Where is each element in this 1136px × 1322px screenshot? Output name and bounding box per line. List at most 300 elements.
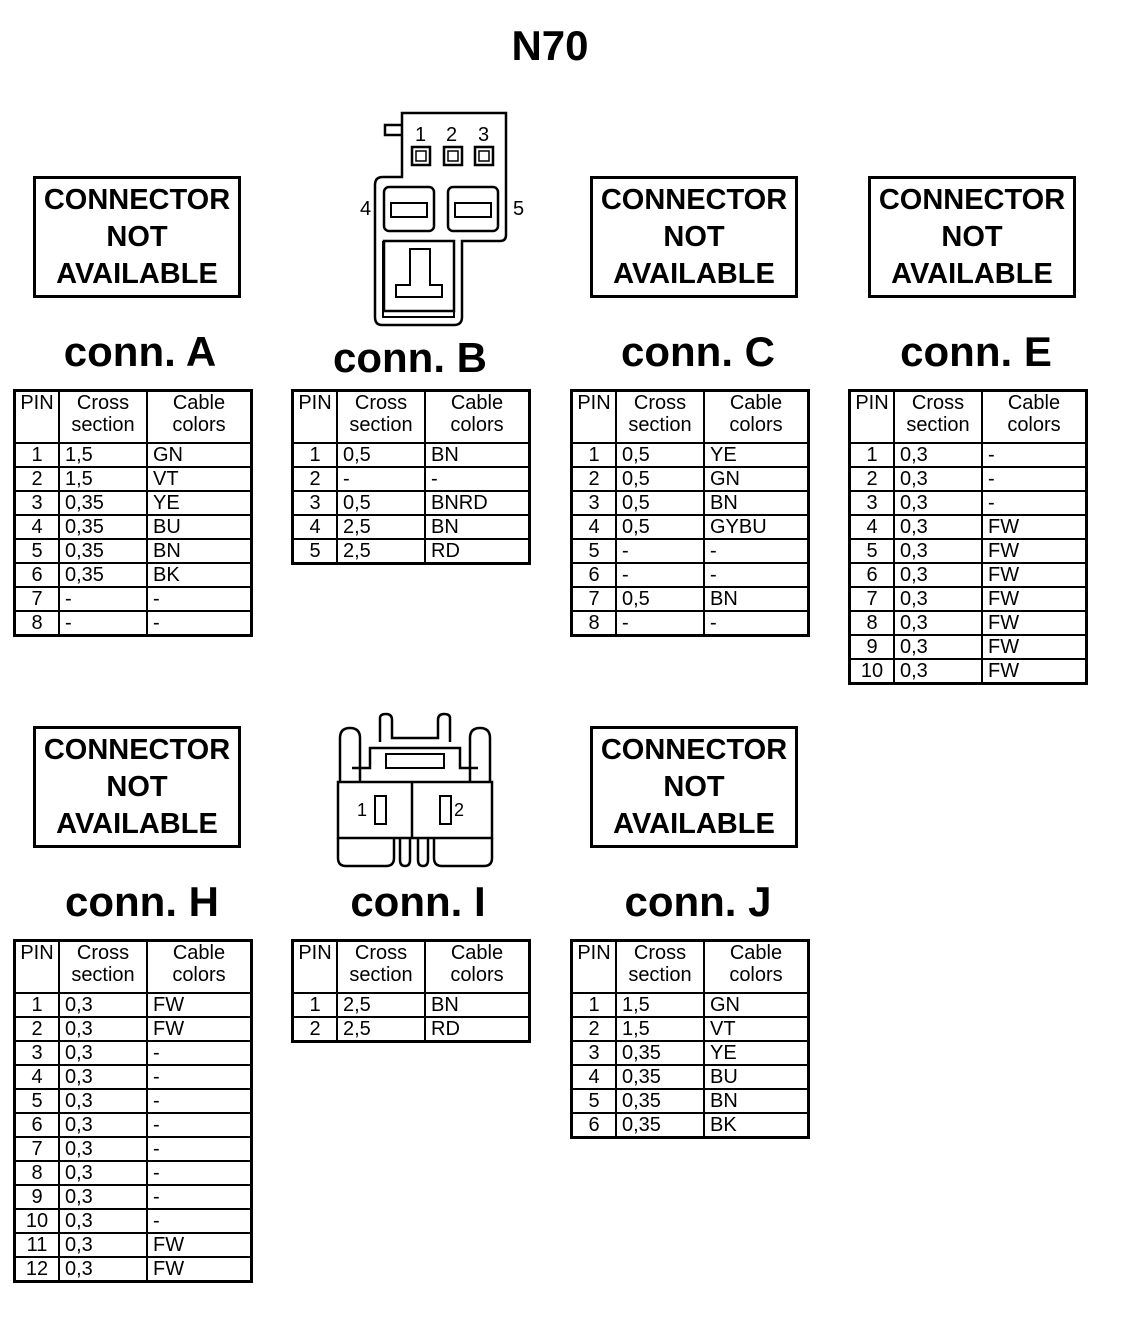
- pin-number-cell: 12: [15, 1257, 60, 1282]
- cable-colors-column-header-text: colors: [172, 964, 226, 986]
- cross-section-column-header: [616, 941, 704, 994]
- na-line-3: AVAILABLE: [891, 257, 1053, 290]
- cross-section-column-header-text: Cross: [633, 392, 687, 414]
- pin-number-cell: 4: [572, 1065, 617, 1089]
- cable-color-cell: GN: [704, 467, 809, 491]
- table-header-row: [850, 391, 1087, 444]
- table-row: [572, 611, 809, 636]
- connector-i-top-shell: [352, 748, 478, 768]
- cross-section-column-header-text: section: [71, 414, 135, 436]
- cable-colors-column-header: [147, 941, 252, 994]
- cable-colors-column-header-text: Cable: [729, 392, 783, 414]
- table-row: [850, 659, 1087, 684]
- table-row: [293, 515, 530, 539]
- cable-color-cell: -: [147, 1113, 252, 1137]
- pin-3-label: 3: [478, 124, 490, 146]
- pin-number-cell: 3: [15, 491, 60, 515]
- connector-b-drawing: [340, 105, 540, 335]
- cable-color-cell: -: [147, 1209, 252, 1233]
- pin-number-cell: 3: [293, 491, 338, 515]
- na-line-2: NOT: [106, 220, 168, 253]
- pin-number-cell: 8: [15, 611, 60, 636]
- cable-color-cell: BN: [704, 491, 809, 515]
- connector-i-right-post: [470, 728, 490, 782]
- na-line-1: CONNECTOR: [43, 733, 231, 766]
- cross-section-column-header: [59, 391, 147, 444]
- cable-color-cell: RD: [425, 1017, 530, 1042]
- pin-column-header: [572, 391, 617, 444]
- cable-colors-column-header-text: Cable: [450, 392, 504, 414]
- cross-section-cell: 0,3: [59, 1137, 147, 1161]
- pin-number-cell: 4: [15, 1065, 60, 1089]
- connector-b-latch: [385, 125, 402, 135]
- na-line-3: AVAILABLE: [613, 807, 775, 840]
- table-row: [850, 467, 1087, 491]
- table-header-row: [293, 391, 530, 444]
- cross-section-cell: 0,3: [894, 635, 982, 659]
- cable-color-cell: FW: [982, 635, 1087, 659]
- pin-1-label: 1: [357, 800, 368, 820]
- connector-j-pin-table: [570, 939, 810, 1139]
- cross-section-cell: 0,35: [616, 1113, 704, 1138]
- pin-number-cell: 7: [15, 1137, 60, 1161]
- table-header-row: [15, 941, 252, 994]
- pin-number-cell: 3: [572, 491, 617, 515]
- cable-color-cell: FW: [982, 587, 1087, 611]
- cable-colors-column-header-text: colors: [1007, 414, 1061, 436]
- table-row: [15, 1089, 252, 1113]
- cross-section-cell: 0,3: [59, 1041, 147, 1065]
- connector-b-inner-outline: [383, 241, 454, 317]
- cable-color-cell: FW: [982, 611, 1087, 635]
- pin-2-label: 2: [446, 124, 458, 146]
- cross-section-column-header-text: Cross: [354, 942, 408, 964]
- table-row: [850, 635, 1087, 659]
- pin-number-cell: 5: [15, 1089, 60, 1113]
- na-line-1: CONNECTOR: [43, 183, 231, 216]
- connector-i-drawing: [330, 710, 500, 875]
- table-row: [15, 587, 252, 611]
- cross-section-cell: 0,3: [59, 1065, 147, 1089]
- pin-number-cell: 5: [293, 539, 338, 564]
- cross-section-column-header-text: Cross: [911, 392, 965, 414]
- cable-colors-column-header-text: Cable: [1007, 392, 1061, 414]
- table-row: [572, 563, 809, 587]
- na-line-2: NOT: [941, 220, 1003, 253]
- pin-number-cell: 8: [15, 1161, 60, 1185]
- cable-color-cell: GN: [147, 443, 252, 467]
- cable-color-cell: YE: [704, 443, 809, 467]
- pin-number-cell: 6: [15, 563, 60, 587]
- cross-section-cell: 0,3: [59, 993, 147, 1017]
- connector-a-title: conn. A: [63, 328, 217, 375]
- cable-colors-column-header: [425, 941, 530, 994]
- na-line-2: NOT: [663, 220, 725, 253]
- table-row: [293, 993, 530, 1017]
- table-row: [15, 1041, 252, 1065]
- cross-section-cell: 0,5: [616, 491, 704, 515]
- connector-i-bottom-left-foot: [338, 838, 394, 866]
- cross-section-cell: 0,3: [894, 515, 982, 539]
- cross-section-column-header-text: section: [349, 964, 413, 986]
- cable-colors-column-header-text: Cable: [729, 942, 783, 964]
- pin-number-cell: 6: [572, 1113, 617, 1138]
- table-row: [572, 539, 809, 563]
- cross-section-column-header-text: section: [628, 414, 692, 436]
- cable-colors-column-header-text: colors: [450, 414, 504, 436]
- cross-section-column-header: [337, 941, 425, 994]
- cable-colors-column-header-text: Cable: [172, 942, 226, 964]
- pin-number-cell: 2: [572, 467, 617, 491]
- connector-i-pin-table: [291, 939, 531, 1043]
- cable-color-cell: -: [147, 587, 252, 611]
- table-row: [572, 467, 809, 491]
- pin-number-cell: 2: [15, 467, 60, 491]
- pin-column-header-text: PIN: [20, 392, 54, 414]
- connector-i-shroud: [386, 754, 444, 768]
- cross-section-cell: 0,3: [59, 1233, 147, 1257]
- cross-section-cell: 0,3: [59, 1017, 147, 1041]
- connector-c-title: conn. C: [621, 328, 775, 375]
- pin-number-cell: 9: [850, 635, 895, 659]
- pin-4-terminal: [391, 203, 427, 217]
- cross-section-cell: -: [616, 563, 704, 587]
- table-row: [293, 467, 530, 491]
- cross-section-cell: 0,5: [337, 491, 425, 515]
- table-row: [293, 491, 530, 515]
- cable-color-cell: -: [147, 1137, 252, 1161]
- pin-number-cell: 10: [15, 1209, 60, 1233]
- connector-i-latch: [380, 714, 450, 742]
- cable-color-cell: BNRD: [425, 491, 530, 515]
- table-row: [572, 1113, 809, 1138]
- cable-color-cell: FW: [147, 993, 252, 1017]
- pin-1-terminal: [375, 796, 386, 824]
- cross-section-cell: 0,3: [894, 563, 982, 587]
- cross-section-cell: -: [59, 611, 147, 636]
- table-row: [15, 443, 252, 467]
- connector-b-title: conn. B: [333, 334, 487, 381]
- pin-2-terminal: [444, 147, 462, 165]
- pin-number-cell: 7: [572, 587, 617, 611]
- cable-color-cell: BN: [425, 993, 530, 1017]
- connector-i-bottom-right-foot: [434, 838, 492, 866]
- connector-i-bottom-center-foot: [400, 838, 428, 866]
- connector-e-not-available-box: [868, 176, 1076, 298]
- table-row: [572, 1041, 809, 1065]
- cable-color-cell: -: [982, 491, 1087, 515]
- na-line-3: AVAILABLE: [613, 257, 775, 290]
- cable-color-cell: BN: [704, 587, 809, 611]
- cross-section-cell: 0,35: [59, 491, 147, 515]
- pin-number-cell: 2: [293, 1017, 338, 1042]
- cross-section-cell: 0,3: [894, 587, 982, 611]
- cable-colors-column-header: [425, 391, 530, 444]
- cable-color-cell: BU: [147, 515, 252, 539]
- cross-section-cell: 0,3: [894, 491, 982, 515]
- cross-section-column-header-text: Cross: [76, 942, 130, 964]
- pin-number-cell: 6: [15, 1113, 60, 1137]
- cross-section-cell: 2,5: [337, 993, 425, 1017]
- pin-3-terminal: [475, 147, 493, 165]
- pin-number-cell: 1: [572, 443, 617, 467]
- cross-section-cell: 0,3: [894, 539, 982, 563]
- table-header-row: [293, 941, 530, 994]
- pin-number-cell: 3: [572, 1041, 617, 1065]
- pin-number-cell: 4: [850, 515, 895, 539]
- cross-section-cell: 0,5: [616, 443, 704, 467]
- table-row: [572, 587, 809, 611]
- pin-column-header: [15, 391, 60, 444]
- cable-colors-column-header-text: colors: [450, 964, 504, 986]
- pin-5-label: 5: [513, 198, 525, 220]
- pin-number-cell: 4: [15, 515, 60, 539]
- cross-section-column-header: [894, 391, 982, 444]
- pin-number-cell: 5: [850, 539, 895, 563]
- pin-number-cell: 10: [850, 659, 895, 684]
- cable-color-cell: FW: [982, 515, 1087, 539]
- cable-color-cell: FW: [147, 1233, 252, 1257]
- connector-j-title: conn. J: [624, 878, 772, 925]
- cable-colors-column-header-text: Cable: [450, 942, 504, 964]
- table-row: [850, 611, 1087, 635]
- pin-number-cell: 11: [15, 1233, 60, 1257]
- cable-colors-column-header-text: Cable: [172, 392, 226, 414]
- pin-number-cell: 3: [15, 1041, 60, 1065]
- table-header-row: [572, 941, 809, 994]
- cross-section-cell: -: [616, 611, 704, 636]
- cross-section-cell: -: [59, 587, 147, 611]
- cross-section-cell: 0,35: [59, 563, 147, 587]
- table-row: [850, 587, 1087, 611]
- pin-1-terminal: [412, 147, 430, 165]
- cable-colors-column-header-text: colors: [172, 414, 226, 436]
- cable-colors-column-header: [982, 391, 1087, 444]
- pin-number-cell: 2: [850, 467, 895, 491]
- cable-color-cell: -: [704, 563, 809, 587]
- pin-number-cell: 2: [293, 467, 338, 491]
- pin-column-header-text: PIN: [298, 392, 332, 414]
- cross-section-column-header-text: Cross: [633, 942, 687, 964]
- cross-section-column-header-text: Cross: [354, 392, 408, 414]
- cross-section-cell: 2,5: [337, 1017, 425, 1042]
- table-row: [15, 491, 252, 515]
- cable-color-cell: BN: [704, 1089, 809, 1113]
- na-line-1: CONNECTOR: [878, 183, 1066, 216]
- pin-number-cell: 6: [850, 563, 895, 587]
- cross-section-cell: -: [616, 539, 704, 563]
- cable-colors-column-header-text: colors: [729, 414, 783, 436]
- cable-color-cell: VT: [704, 1017, 809, 1041]
- connector-h-pin-table: [13, 939, 253, 1283]
- connector-e-pin-table: [848, 389, 1088, 685]
- cross-section-cell: 0,5: [337, 443, 425, 467]
- pin-column-header-text: PIN: [20, 942, 54, 964]
- pin-number-cell: 2: [15, 1017, 60, 1041]
- na-line-3: AVAILABLE: [56, 257, 218, 290]
- pin-5-terminal: [455, 203, 491, 217]
- cable-color-cell: RD: [425, 539, 530, 564]
- table-header-row: [15, 391, 252, 444]
- cross-section-column-header: [337, 391, 425, 444]
- pin-number-cell: 5: [15, 539, 60, 563]
- na-line-2: NOT: [106, 770, 168, 803]
- pin-column-header-text: PIN: [855, 392, 889, 414]
- table-row: [850, 443, 1087, 467]
- pin-number-cell: 7: [15, 587, 60, 611]
- pin-number-cell: 4: [572, 515, 617, 539]
- cross-section-column-header-text: Cross: [76, 392, 130, 414]
- pin-number-cell: 5: [572, 539, 617, 563]
- page-title: N70: [511, 22, 589, 69]
- cross-section-cell: 0,35: [59, 539, 147, 563]
- cable-color-cell: -: [147, 1161, 252, 1185]
- table-row: [572, 1017, 809, 1041]
- cable-color-cell: FW: [147, 1017, 252, 1041]
- cable-colors-column-header: [704, 941, 809, 994]
- cross-section-cell: 0,3: [59, 1257, 147, 1282]
- cross-section-cell: 1,5: [59, 467, 147, 491]
- cable-color-cell: -: [147, 1185, 252, 1209]
- cross-section-cell: 1,5: [59, 443, 147, 467]
- pin-column-header-text: PIN: [577, 392, 611, 414]
- connector-c-not-available-box: [590, 176, 798, 298]
- cable-color-cell: GYBU: [704, 515, 809, 539]
- table-row: [293, 539, 530, 564]
- pin-column-header: [293, 941, 338, 994]
- cross-section-cell: 0,3: [894, 467, 982, 491]
- cable-color-cell: BK: [147, 563, 252, 587]
- cable-color-cell: BU: [704, 1065, 809, 1089]
- connector-j-not-available-box: [590, 726, 798, 848]
- cable-colors-column-header: [704, 391, 809, 444]
- table-row: [15, 993, 252, 1017]
- pin-number-cell: 1: [293, 443, 338, 467]
- cross-section-cell: 2,5: [337, 539, 425, 564]
- table-row: [15, 539, 252, 563]
- cable-color-cell: FW: [982, 659, 1087, 684]
- pin-number-cell: 9: [15, 1185, 60, 1209]
- cross-section-cell: 0,3: [894, 659, 982, 684]
- table-row: [15, 1257, 252, 1282]
- connector-c-pin-table: [570, 389, 810, 637]
- pin-number-cell: 7: [850, 587, 895, 611]
- cable-color-cell: YE: [147, 491, 252, 515]
- cross-section-cell: 0,35: [616, 1089, 704, 1113]
- connector-i-title: conn. I: [350, 878, 486, 925]
- cable-color-cell: -: [982, 467, 1087, 491]
- connector-e-title: conn. E: [900, 328, 1052, 375]
- table-row: [572, 993, 809, 1017]
- pin-2-terminal: [440, 796, 451, 824]
- table-row: [850, 563, 1087, 587]
- pin-column-header: [572, 941, 617, 994]
- lower-cavity: [384, 241, 454, 311]
- table-row: [293, 1017, 530, 1042]
- pin-4-label: 4: [360, 198, 372, 220]
- cable-color-cell: -: [704, 611, 809, 636]
- cable-color-cell: FW: [982, 539, 1087, 563]
- na-line-3: AVAILABLE: [56, 807, 218, 840]
- cross-section-column-header-text: section: [628, 964, 692, 986]
- cross-section-cell: 0,3: [59, 1089, 147, 1113]
- cross-section-cell: 0,3: [59, 1113, 147, 1137]
- cable-color-cell: -: [147, 611, 252, 636]
- table-row: [15, 1113, 252, 1137]
- cross-section-cell: 0,3: [59, 1209, 147, 1233]
- pin-column-header: [293, 391, 338, 444]
- pin-number-cell: 1: [572, 993, 617, 1017]
- pin-number-cell: 1: [15, 993, 60, 1017]
- cross-section-cell: 0,5: [616, 515, 704, 539]
- cross-section-cell: 0,35: [616, 1065, 704, 1089]
- connector-h-title: conn. H: [65, 878, 219, 925]
- pin-number-cell: 3: [850, 491, 895, 515]
- cross-section-cell: 0,3: [894, 611, 982, 635]
- table-row: [572, 491, 809, 515]
- table-row: [15, 515, 252, 539]
- cable-color-cell: GN: [704, 993, 809, 1017]
- pin-2-label: 2: [454, 800, 465, 820]
- table-header-row: [572, 391, 809, 444]
- cross-section-cell: 0,5: [616, 587, 704, 611]
- cable-color-cell: -: [704, 539, 809, 563]
- cross-section-cell: 0,35: [59, 515, 147, 539]
- table-row: [572, 443, 809, 467]
- table-row: [15, 1017, 252, 1041]
- table-row: [293, 443, 530, 467]
- pin-number-cell: 6: [572, 563, 617, 587]
- cross-section-cell: 0,3: [894, 443, 982, 467]
- table-row: [15, 1185, 252, 1209]
- cable-color-cell: FW: [982, 563, 1087, 587]
- cable-color-cell: BN: [147, 539, 252, 563]
- table-row: [850, 515, 1087, 539]
- cable-color-cell: -: [147, 1089, 252, 1113]
- pin-column-header: [15, 941, 60, 994]
- connector-b-pin-table: [291, 389, 531, 565]
- cross-section-cell: 1,5: [616, 1017, 704, 1041]
- pin-column-header-text: PIN: [298, 942, 332, 964]
- cross-section-cell: 0,5: [616, 467, 704, 491]
- cross-section-cell: -: [337, 467, 425, 491]
- pin-1-label: 1: [415, 124, 427, 146]
- na-line-1: CONNECTOR: [600, 733, 788, 766]
- pin-number-cell: 8: [572, 611, 617, 636]
- cable-color-cell: BN: [425, 515, 530, 539]
- cable-colors-column-header: [147, 391, 252, 444]
- table-row: [850, 539, 1087, 563]
- cable-colors-column-header-text: colors: [729, 964, 783, 986]
- table-row: [15, 467, 252, 491]
- na-line-2: NOT: [663, 770, 725, 803]
- connector-i-left-post: [340, 728, 360, 782]
- connector-h-not-available-box: [33, 726, 241, 848]
- table-row: [15, 1137, 252, 1161]
- cross-section-column-header-text: section: [349, 414, 413, 436]
- table-row: [572, 1065, 809, 1089]
- connector-a-not-available-box: [33, 176, 241, 298]
- table-row: [15, 1161, 252, 1185]
- cross-section-cell: 2,5: [337, 515, 425, 539]
- cross-section-column-header-text: section: [906, 414, 970, 436]
- table-row: [15, 1233, 252, 1257]
- na-line-1: CONNECTOR: [600, 183, 788, 216]
- cable-color-cell: BK: [704, 1113, 809, 1138]
- pin-column-header-text: PIN: [577, 942, 611, 964]
- cross-section-cell: 1,5: [616, 993, 704, 1017]
- table-row: [15, 1209, 252, 1233]
